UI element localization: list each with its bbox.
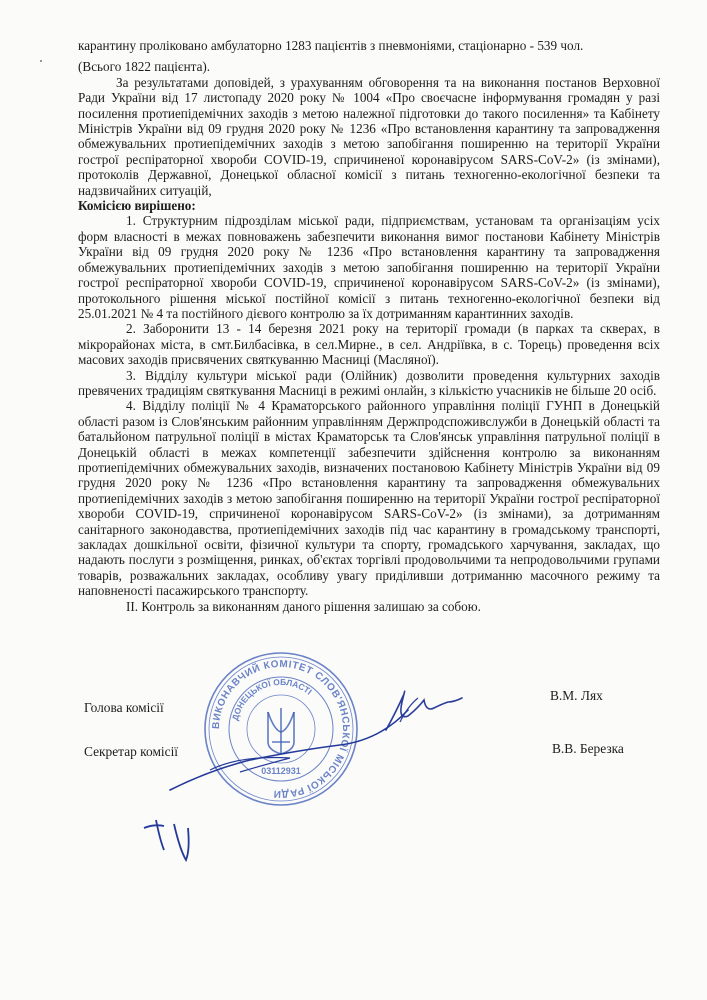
secretary-name: В.В. Березка <box>552 741 624 756</box>
item-4: 4. Відділу поліції № 4 Краматорського районного управління поліції ГУНП в Донецькій області разом із Слов'янським районним управлінням Держпродспоживслужби в Донецькій області та батальйоном патрульної поліції в містах Краматорськ та Слов'янськ управління патрульної поліції в Донецькій області в межах компетенції забезпечити здійснення контролю за виконанням протиепідемічних обмежувальних заходів, визначених постановою Кабінету Міністрів України від 09 грудня 2020 року № 1236 «Про встановлення карантину та запровадження обмежувальних протиепідемічних заходів з метою запобігання поширенню на території України гострої респіраторної хвороби COVID-19, спричиненої коронавірусом SARS-CoV-2» (із змінами), за дотриманням санітарного законодавства, протиепідемічних заходів під час карантину в громадському транспорті, закладах дошкільної освіти, фізичної культури та спорту, громадського харчування, закладах, що надають послуги з розміщення, ринках, об'єктах торгівлі продовольчими та непродовольчими групами товарів, розважальних закладах, особливу увагу приділивши дотриманню масочного режиму та наповненості пасажирського транспорту. <box>78 398 660 599</box>
item-3: 3. Відділу культури міської ради (Олійник) дозволити проведення культурних заходів превячених традиціям святкування Масниці в режимі онлайн, з кількістю учасників не більше 20 осіб. <box>78 367 660 398</box>
stamp-inner-text: ДОНЕЦЬКОЇ ОБЛАСТІ <box>229 676 314 722</box>
paragraph-total: (Всього 1822 пацієнта). <box>78 59 211 75</box>
paragraph-intro: За результатами доповідей, з урахуванням обговорення та на виконання постанов Верховної Ради України від 17 листопаду 2020 року № 1004 «Про своєчасне інформування громадян у разі посилення протиепідемічних заходів з метою належної підготовки до такого посилення» та Кабінету Міністрів України від 09 грудня 2020 року № 1236 «Про встановлення карантину та запровадження обмежувальних протиепідемічних заходів з метою запобігання поширенню на території України гострої респіраторної хвороби COVID-19, спричиненої коронавірусом SARS-CoV-2» (із змінами), протоколів Державної, Донецької обласної комісії з питань техногенно-екологічної безпеки та надзвичайних ситуацій, <box>78 74 660 198</box>
paragraph-top: карантину пролiковано амбулаторно 1283 пацiєнтiв з пневмонiями, стацiонарно - 539 чол. <box>78 38 584 53</box>
head-name: В.М. Лях <box>550 688 603 703</box>
scan-speck <box>40 60 42 62</box>
item-1: 1. Структурним підрозділам міської ради, підприємствам, установам та організаціям усіх форм власності в межах повноважень забезпечити виконання вимог постанови Кабінету Міністрів України від 09 грудня 2020 року № 1236 «Про встановлення карантину та запровадження обмежувальних протиепідемічних заходів з метою запобігання поширенню на території України гострої респіраторної хвороби COVID-19, спричиненої коронавірусом SARS-CoV-2» (із змінами), протокольного рішення міської постійної комісії з питань техногенно-екологічної безпеки від 25.01.2021 № 4 та постійного дієвого контролю за їх дотриманням карантинних заходів. <box>78 213 660 321</box>
stamp-code: 03112931 <box>261 766 301 776</box>
decided-heading: Комісією вирішено: <box>78 198 196 214</box>
item-2: 2. Заборонити 13 - 14 березня 2021 року на території громади (в парках та скверах, в мікрорайонах міста, в смт.Билбасівка, в сел.Мирне., в сел. Андріївка, в с. Торець) проведення всіх масових заходів присвячених святкуванню Масниці (Масляної). <box>78 321 660 368</box>
document-body <box>78 38 660 614</box>
secretary-signature <box>140 700 470 880</box>
control-clause: ІІ. Контроль за виконанням даного рішення залишаю за собою. <box>126 598 481 614</box>
head-title: Голова комісії <box>84 700 164 715</box>
secretary-title: Секретар комісії <box>84 744 179 759</box>
stamp-outer-text: ВИКОНАВЧИЙ КОМІТЕТ СЛОВ'ЯНСЬКОЇ МІСЬКОЇ РАДИ <box>210 658 352 800</box>
